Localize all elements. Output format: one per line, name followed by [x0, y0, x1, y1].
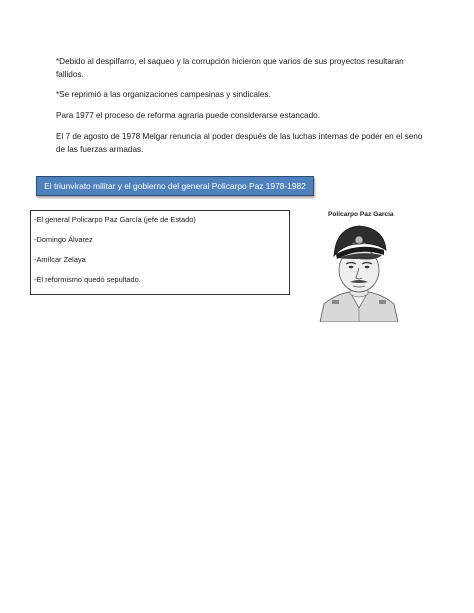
members-list-box	[30, 210, 290, 295]
portrait-caption: Policarpo Paz García	[328, 211, 394, 218]
paragraph-3: Para 1977 el proceso de reforma agraria puede considerarse estancado.	[56, 111, 320, 120]
section-banner-title: El triunvirato militar y el gobierno del general Policarpo Paz 1978-1982	[44, 181, 306, 191]
portrait-figure	[312, 206, 406, 322]
list-item: -Amílcar Zelaya	[34, 255, 86, 264]
list-item: -Domingo Álvarez	[34, 235, 93, 244]
paragraph-1: *Debido al despilfarro, el saqueo y la corrupción hicieron que varios de sus proyectos resultaran fallidos.	[56, 57, 404, 79]
section-banner	[36, 176, 314, 196]
paragraph-4: El 7 de agosto de 1978 Melgar renuncia al poder después de las luchas internas de poder en el seno de las fuerzas armadas.	[56, 132, 423, 154]
paragraph-2: *Se reprimió a las organizaciones campesinas y sindicales.	[56, 90, 271, 99]
list-item: -El general Policarpo Paz García (jefe de Estado)	[34, 215, 196, 224]
portrait-illustration	[316, 220, 402, 322]
list-item: -El reformismo quedó sepultado.	[34, 275, 141, 284]
